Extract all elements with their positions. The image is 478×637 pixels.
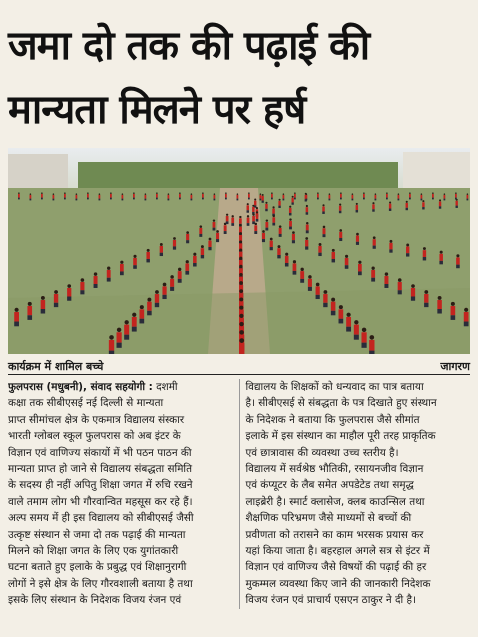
article-line: विज्ञान एवं वाणिज्य जैसे विषयों की पढ़ाई की हर bbox=[245, 561, 427, 574]
article-line: मुकम्मल व्यवस्था किए जाने की जानकारी निदेशक bbox=[245, 577, 431, 590]
article-line: के निदेशक ने बताया कि फुलपरास जैसे सीमांत bbox=[245, 413, 420, 426]
article-column-1 bbox=[8, 379, 233, 609]
article-line: वाले तमाम लोग भी गौरवान्वित महसूस कर रहे हैं। bbox=[8, 495, 193, 508]
article-line: प्राप्त सीमांचल क्षेत्र के एकमात्र विद्यालय संस्कार bbox=[8, 413, 185, 426]
article-line: घटना बताते हुए इलाके के प्रबुद्ध एवं शिक्षानुरागी bbox=[8, 561, 187, 574]
article-line: मिलने को शिक्षा जगत के लिए एक युगांतकारी bbox=[8, 545, 179, 558]
article-line: के सदस्य ही नहीं अपितु शिक्षा जगत में रुचि रखने bbox=[8, 479, 193, 492]
article-line: इलाके में इस संस्थान का माहौल पूरी तरह प्राकृतिक bbox=[245, 430, 436, 443]
article-line: प्रवीणता को तरासने का काम भरसक प्रयास कर bbox=[245, 528, 424, 541]
article-body bbox=[8, 379, 470, 609]
article-column-2 bbox=[245, 379, 470, 609]
article-line: यहां किया जाता है। बहरहाल अगले सत्र से इंटर में bbox=[245, 545, 430, 558]
article-line: कक्षा तक सीबीएसई नई दिल्ली से मान्यता bbox=[8, 397, 164, 410]
students-assembly-photo bbox=[8, 148, 470, 354]
headline-line-1: जमा दो तक की पढ़ाई की bbox=[8, 23, 370, 69]
article-line: इसके लिए संस्थान के निदेशक विजय रंजन एवं bbox=[8, 594, 182, 607]
article-line: विज्ञान एवं वाणिज्य संकायों में भी पठन पाठन की bbox=[8, 446, 192, 459]
article-line: उत्कृष्ट संस्थान से जमा दो तक पढ़ाई की मान्यता bbox=[8, 528, 186, 541]
headline bbox=[8, 0, 470, 142]
article-line: भारती ग्लोबल स्कूल फुलपरास को अब इंटर के bbox=[8, 430, 181, 443]
column-divider bbox=[239, 379, 240, 609]
article-line bbox=[8, 379, 233, 395]
article-line: विजय रंजन एवं प्राचार्य एसएन ठाकुर ने दी है। bbox=[245, 594, 416, 607]
article-line: एवं कंप्यूटर के लैब समेत अपडेटेड तथा समृद्ध bbox=[245, 479, 414, 492]
photo-credit: जागरण bbox=[440, 360, 470, 373]
article-line: विद्यालय के शिक्षकों को धन्यवाद का पात्र बताया bbox=[245, 381, 424, 393]
article-line: अल्प समय में ही इस विद्यालय को सीबीएसई जैसी bbox=[8, 512, 194, 525]
article-line: लोगों ने इसे क्षेत्र के लिए गौरवशाली बताया है तथा bbox=[8, 577, 193, 590]
article-line: लाइब्रेरी है। स्मार्ट क्लासेज, क्लब काउन्सिल तथा bbox=[245, 495, 425, 508]
article-line: एवं छात्रावास की व्यवस्था उच्च स्तरीय है। bbox=[245, 446, 399, 459]
caption-row bbox=[8, 356, 470, 375]
article-line: विद्यालय में सर्वश्रेष्ठ भौतिकी, रसायनजीव विज्ञान bbox=[245, 463, 424, 476]
article-line: मान्यता प्राप्त हो जाने से विद्यालय संबद्धता समिति bbox=[8, 463, 193, 476]
dateline: फुलपरास (मधुबनी), संवाद सहयोगी : bbox=[8, 381, 153, 393]
article-line: शैक्षणिक परिभ्रमण जैसे माध्यमों से बच्चों की bbox=[245, 512, 412, 525]
article-line: है। सीबीएसई से संबद्धता के पत्र दिखाते हुए संस्थान bbox=[245, 397, 437, 410]
headline-line-2: मान्यता मिलने पर हर्ष bbox=[8, 87, 306, 133]
article-text: दशमी bbox=[156, 381, 178, 393]
photo-caption: कार्यक्रम में शामिल बच्चे bbox=[8, 360, 104, 373]
photo-illustration bbox=[8, 148, 470, 354]
